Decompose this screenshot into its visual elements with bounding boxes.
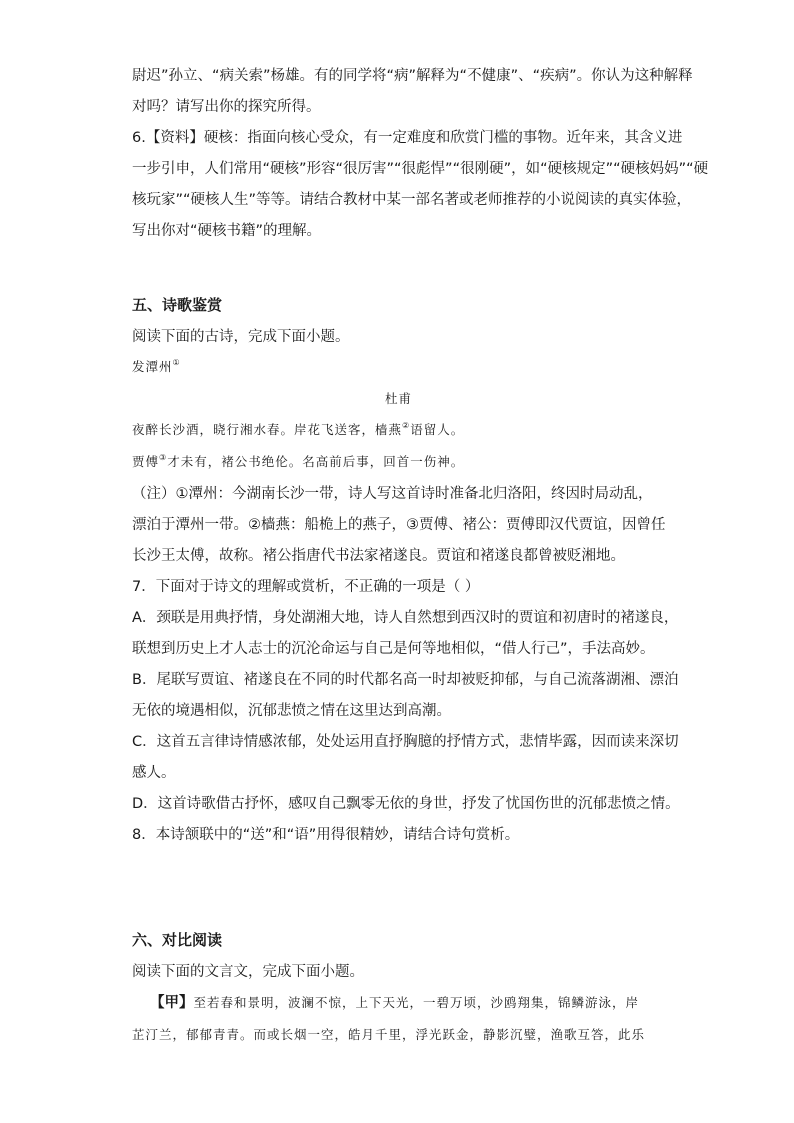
passage-jia-line-1: 【甲】至若春和景明，波澜不惊，上下天光，一碧万顷，沙鸥翔集，锦鳞游泳，岸 xyxy=(150,995,640,1011)
option-d: D．这首诗歌借古抒怀，感叹自己飘零无依的身世，抒发了忧国伤世的沉郁悲愤之情。 xyxy=(132,796,680,812)
text-line: 一步引申，人们常用“硬核”形容“很厉害”“很彪悍”“很刚硬”，如“硬核规定”“硬核妈妈”“硬 xyxy=(132,161,709,177)
option-c-cont: 感人。 xyxy=(132,765,176,781)
text-line: 核玩家”“硬核人生”等等。请结合教材中某一部名著或老师推荐的小说阅读的真实体验， xyxy=(132,192,692,208)
poem-title: 发潭州① xyxy=(132,358,181,374)
option-b-cont: 无依的境遇相似，沉郁悲愤之情在这里达到高潮。 xyxy=(132,703,451,719)
option-b: B．尾联写贾谊、褚遂良在不同的时代都名高一时却被贬抑郁，与自己流落湖湘、漂泊 xyxy=(132,672,679,688)
question-8: 8．本诗颔联中的“送”和“语”用得很精妙，请结合诗句赏析。 xyxy=(132,827,520,843)
option-a: A．颈联是用典抒情，身处湖湘大地，诗人自然想到西汉时的贾谊和初唐时的褚遂良， xyxy=(132,610,679,626)
question-7: 7．下面对于诗文的理解或赏析，不正确的一项是（ ） xyxy=(132,579,480,595)
poem-line-2: 贾傅③才未有，褚公书绝伦。名高前后事，回首一伤神。 xyxy=(132,453,465,469)
text-line: 对吗？请写出你的探究所得。 xyxy=(132,99,321,115)
text-line: 写出你对“硬核书籍”的理解。 xyxy=(132,223,322,239)
note-line: 漂泊于潭州一带。②樯燕：船桅上的燕子，③贾傅、褚公：贾傅即汉代贾谊，因曾任 xyxy=(132,517,666,533)
note-line: 长沙王太傅，故称。褚公指唐代书法家褚遂良。贾谊和褚遂良都曾被贬湘地。 xyxy=(132,548,625,564)
text-line: 尉迟”孙立、“病关索”杨雄。有的同学将“病”解释为“不健康”、“疾病”。你认为这种解释 xyxy=(132,68,693,84)
section-heading-5: 五、诗歌鉴赏 xyxy=(132,296,223,314)
section-heading-6: 六、对比阅读 xyxy=(132,931,223,949)
option-c: C．这首五言律诗情感浓郁，处处运用直抒胸臆的抒情方式，悲情毕露，因而读来深切 xyxy=(132,734,679,750)
poem-author: 杜甫 xyxy=(385,391,413,406)
poem-line-1: 夜醉长沙酒，晓行湘水春。岸花飞送客，樯燕②语留人。 xyxy=(132,421,465,437)
question-6-line: 6.【资料】硬核：指面向核心受众，有一定难度和欣赏门槛的事物。近年来，其含义进 xyxy=(132,130,683,146)
instruction-line: 阅读下面的文言文，完成下面小题。 xyxy=(132,964,364,980)
passage-jia-line-2: 芷汀兰，郁郁青青。而或长烟一空，皓月千里，浮光跃金，静影沉璧，渔歌互答，此乐 xyxy=(132,1027,646,1042)
option-a-cont: 联想到历史上才人志士的沉沦命运与自己是何等地相似，“借人行己”，手法高妙。 xyxy=(132,641,655,657)
note-line: （注）①潭州：今湖南长沙一带，诗人写这首诗时准备北归洛阳，终因时局动乱， xyxy=(132,486,653,502)
instruction-line: 阅读下面的古诗，完成下面小题。 xyxy=(132,329,350,345)
